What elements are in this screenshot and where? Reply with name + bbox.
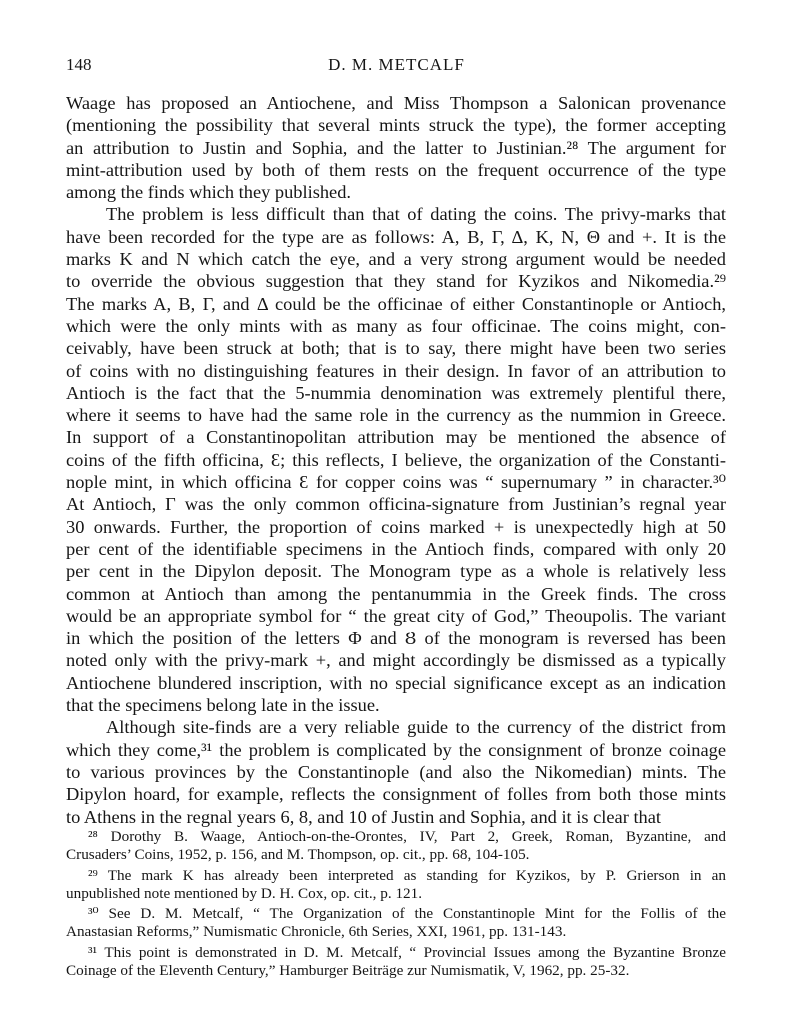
text-line: which they come,³¹ the problem is complicated by the consignment of bronze coinage — [66, 739, 726, 760]
footnote-line: ²⁹ The mark K has already been interpreted as standing for Kyzikos, by P. Grierson in an — [88, 866, 726, 884]
footnote-line: Crusaders’ Coins, 1952, p. 156, and M. Thompson, op. cit., pp. 68, 104-105. — [66, 846, 530, 864]
text-line: The problem is less difficult than that of dating the coins. The privy-marks that — [106, 204, 726, 225]
text-line: coins of the fifth officina, Ɛ; this reflects, I believe, the organization of the Constanti- — [66, 449, 726, 470]
footnote-line: Anastasian Reforms,” Numismatic Chronicle, 6th Series, XXI, 1961, pp. 131-143. — [66, 923, 567, 941]
text-line: At Antioch, Γ was the only common officina-signature from Justinian’s regnal year — [66, 494, 726, 515]
text-line: Antiochene blundered inscription, with no special significance except as an indication — [66, 672, 726, 693]
text-line: per cent in the Dipylon deposit. The Monogram type as a whole is relatively less — [66, 561, 726, 582]
text-line: nople mint, in which officina Ɛ for copper coins was “ supernumary ” in character.³⁰ — [66, 472, 726, 493]
footnote-28 — [66, 828, 726, 865]
text-line: Antioch is the fact that the 5-nummia denomination was extremely plentiful there, — [66, 382, 726, 403]
text-line: which were the only mints with as many as four officinae. The coins might, con- — [66, 315, 726, 336]
text-line: 30 onwards. Further, the proportion of coins marked + is unexpectedly high at 50 — [66, 516, 726, 537]
text-line: that the specimens belong late in the issue. — [66, 695, 380, 716]
footnote-30 — [66, 905, 726, 942]
running-head: D. M. METCALF — [328, 55, 465, 74]
footnote-line: ³⁰ See D. M. Metcalf, “ The Organization of the Constantinople Mint for the Follis of the — [88, 905, 726, 923]
footnote-29 — [66, 867, 726, 904]
text-line: would be an appropriate symbol for “ the great city of God,” Theoupolis. The variant — [66, 605, 726, 626]
page-header — [66, 55, 727, 81]
text-line: In support of a Constantinopolitan attribution may be mentioned the absence of — [66, 427, 726, 448]
paragraph — [66, 716, 726, 827]
text-line: noted only with the privy-mark +, and might accordingly be dismissed as a typically — [66, 650, 726, 671]
paragraph — [66, 92, 726, 203]
footnote-line: ²⁸ Dorothy B. Waage, Antioch-on-the-Orontes, IV, Part 2, Greek, Roman, Byzantine, and — [88, 828, 726, 845]
text-line: of coins with no distinguishing features in their design. In favor of an attribution to — [66, 360, 726, 381]
page-number: 148 — [66, 55, 92, 74]
footnote-line: ³¹ This point is demonstrated in D. M. Metcalf, “ Provincial Issues among the Byzantine Bronze — [88, 943, 726, 961]
text-line: Although site-finds are a very reliable guide to the currency of the district from — [106, 717, 726, 738]
text-line: (mentioning the possibility that several mints struck the type), the former accepting — [66, 115, 726, 136]
text-line: common at Antioch than among the pentanummia in the Greek finds. The cross — [66, 583, 726, 604]
text-line: mint-attribution used by both of them rests on the frequent occurrence of the type — [66, 159, 726, 180]
text-line: among the finds which they published. — [66, 182, 352, 203]
footnote-line: Coinage of the Eleventh Century,” Hamburger Beiträge zur Numismatik, V, 1962, pp. 25-32. — [66, 962, 630, 980]
footnote-31 — [66, 944, 726, 981]
text-line: Dipylon hoard, for example, reflects the consignment of folles from both those mints — [66, 784, 726, 805]
footnote-line: unpublished note mentioned by D. H. Cox, op. cit., p. 121. — [66, 884, 423, 902]
text-line: in which the position of the letters Φ and Ȣ of the monogram is reversed has been — [66, 628, 726, 649]
text-line: marks K and N which catch the eye, and a very strong argument would be needed — [66, 249, 726, 270]
text-line: to Athens in the regnal years 6, 8, and 10 of Justin and Sophia, and it is clear that — [66, 806, 662, 827]
text-line: to override the obvious suggestion that they stand for Kyzikos and Nikomedia.²⁹ — [66, 271, 726, 292]
text-line: an attribution to Justin and Sophia, and the latter to Justinian.²⁸ The argument for — [66, 137, 726, 158]
text-line: where it seems to have had the same role in the currency as the nummion in Greece. — [66, 405, 726, 426]
text-line: have been recorded for the type are as follows: A, B, Γ, Δ, K, N, Θ and +. It is the — [66, 226, 726, 247]
text-line: ceivably, have been struck at both; that is to say, there might have been two series — [66, 338, 726, 359]
text-line: per cent of the identifiable specimens in the Antioch finds, compared with only 20 — [66, 538, 726, 559]
footnotes — [66, 828, 726, 982]
body-text — [66, 92, 726, 828]
text-line: The marks A, B, Γ, and Δ could be the officinae of either Constantinople or Antioch, — [66, 293, 726, 314]
paragraph — [66, 203, 726, 716]
text-line: Waage has proposed an Antiochene, and Miss Thompson a Salonican provenance — [66, 93, 726, 113]
text-line: to various provinces by the Constantinople (and also the Nikomedian) mints. The — [66, 761, 726, 782]
